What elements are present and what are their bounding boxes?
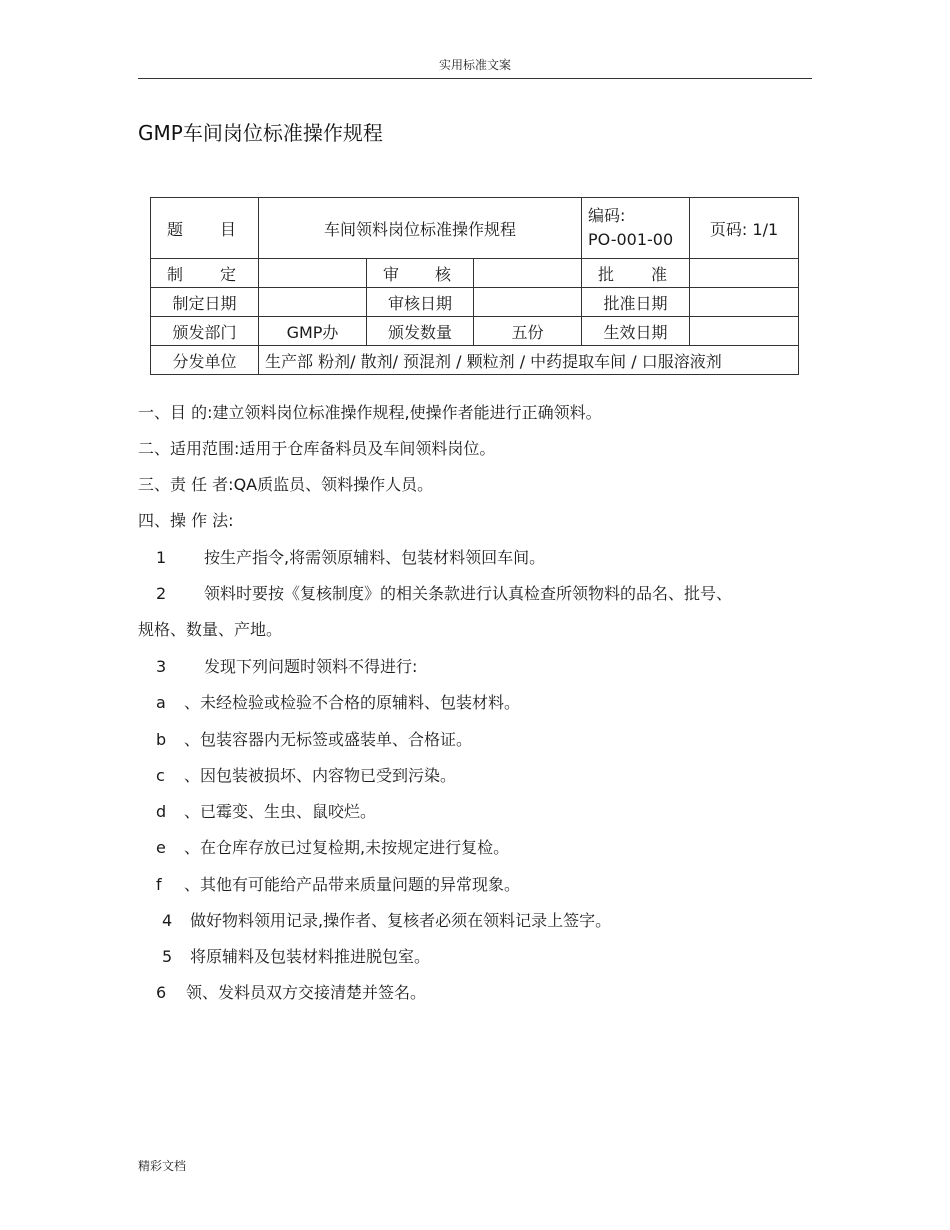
list-item	[156, 835, 509, 858]
sub-item-letter: a	[156, 693, 166, 712]
review-date-value	[474, 288, 582, 317]
sub-item-text: 、在仓库存放已过复检期,未按规定进行复检。	[184, 838, 510, 857]
method-heading: 四、操 作 法:	[138, 511, 234, 530]
list-item	[156, 581, 732, 604]
sub-item-letter: c	[156, 766, 165, 785]
distribution-value: 生产部 粉剂/ 散剂/ 预混剂 / 颗粒剂 / 中药提取车间 / 口服溶液剂	[259, 346, 799, 375]
list-item	[156, 690, 520, 713]
scope-line: 二、适用范围:适用于仓库备料员及车间领料岗位。	[138, 439, 496, 458]
page-number: 页码: 1/1	[690, 198, 799, 259]
list-item	[156, 545, 545, 568]
review-date-label: 审核日期	[367, 288, 474, 317]
code-cell	[582, 198, 690, 259]
prepared-date-value	[259, 288, 367, 317]
table-row	[151, 317, 799, 346]
sub-item-text: 、其他有可能给产品带来质量问题的异常现象。	[184, 875, 521, 894]
list-item	[156, 872, 520, 895]
step-text: 领、发料员双方交接清楚并签名。	[186, 983, 427, 1002]
sub-item-text: 、已霉变、生虫、鼠咬烂。	[184, 802, 377, 821]
reviewed-by-label: 审 核	[367, 259, 474, 288]
issue-quantity-value: 五份	[474, 317, 582, 346]
list-item	[156, 980, 426, 1003]
step-number: 5	[162, 947, 173, 966]
step-number: 3	[156, 657, 167, 676]
list-item	[156, 799, 376, 822]
step-text: 做好物料领用记录,操作者、复核者必须在领料记录上签字。	[190, 911, 612, 930]
approval-date-value	[690, 288, 799, 317]
sub-item-text: 、未经检验或检验不合格的原辅料、包装材料。	[184, 693, 521, 712]
effective-date-value	[690, 317, 799, 346]
step-continuation: 规格、数量、产地。	[138, 620, 283, 639]
sub-item-letter: b	[156, 730, 167, 749]
issuing-dept-label: 颁发部门	[151, 317, 259, 346]
step-text: 领料时要按《复核制度》的相关条款进行认真检查所领物料的品名、批号、	[204, 584, 733, 603]
list-item	[162, 944, 430, 967]
code-value: PO-001-00	[588, 230, 674, 249]
responsible-line: 三、责 任 者:QA质监员、领料操作人员。	[138, 475, 434, 494]
list-item	[162, 908, 611, 931]
step-number: 2	[156, 584, 167, 603]
step-number: 4	[162, 911, 173, 930]
issue-quantity-label: 颁发数量	[367, 317, 474, 346]
step-text: 发现下列问题时领料不得进行:	[204, 657, 418, 676]
issuing-dept-value: GMP办	[259, 317, 367, 346]
prepared-by-value	[259, 259, 367, 288]
page-footer: 精彩文档	[138, 1159, 187, 1173]
table-row	[151, 259, 799, 288]
header-divider	[138, 78, 812, 79]
purpose-line: 一、目 的:建立领料岗位标准操作规程,使操作者能进行正确领料。	[138, 403, 602, 422]
reviewed-by-value	[474, 259, 582, 288]
page-header: 实用标准文案	[438, 58, 511, 72]
distribution-label: 分发单位	[151, 346, 259, 375]
step-number: 1	[156, 548, 167, 567]
effective-date-label: 生效日期	[582, 317, 690, 346]
sub-item-text: 、因包装被损坏、内容物已受到污染。	[184, 766, 457, 785]
step-text: 将原辅料及包装材料推进脱包室。	[190, 947, 431, 966]
step-text: 按生产指令,将需领原辅料、包装材料领回车间。	[204, 548, 546, 567]
table-row	[151, 198, 799, 259]
approval-date-label: 批准日期	[582, 288, 690, 317]
document-title: GMP车间岗位标准操作规程	[138, 121, 383, 145]
list-item	[156, 727, 472, 750]
sub-item-text: 、包装容器内无标签或盛装单、合格证。	[184, 730, 473, 749]
prepared-by-label: 制 定	[151, 259, 259, 288]
sub-item-letter: d	[156, 802, 167, 821]
document-info-table	[150, 197, 799, 375]
list-item	[156, 763, 456, 786]
sub-item-letter: e	[156, 838, 166, 857]
approved-by-label: 批 准	[582, 259, 690, 288]
sub-item-letter: f	[156, 875, 162, 894]
topic-value: 车间领料岗位标准操作规程	[259, 198, 582, 259]
code-label: 编码:	[588, 206, 626, 225]
approved-by-value	[690, 259, 799, 288]
table-row	[151, 346, 799, 375]
topic-label: 题 目	[151, 198, 259, 259]
step-number: 6	[156, 983, 167, 1002]
table-row	[151, 288, 799, 317]
prepared-date-label: 制定日期	[151, 288, 259, 317]
list-item	[156, 654, 417, 677]
